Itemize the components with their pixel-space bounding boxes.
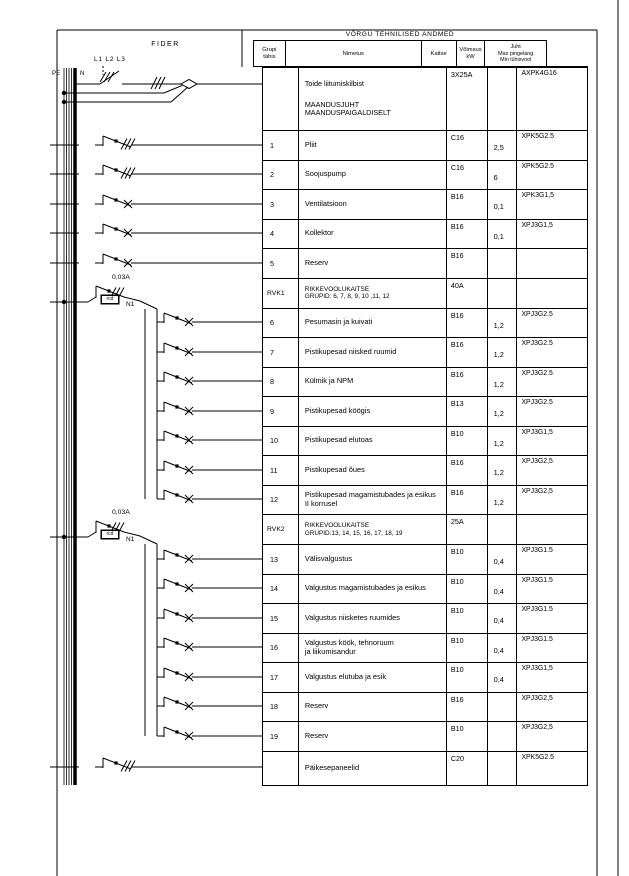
cell-voimsus: 0,4 <box>488 545 518 574</box>
cell-juht: XPJ3G2.5 <box>521 399 553 406</box>
cell-nimetus: Reserv <box>299 693 447 722</box>
cell-juht <box>517 249 587 278</box>
table-row-3 <box>263 190 587 220</box>
cell-nimetus: Valgustus elutuba ja esik <box>299 663 447 692</box>
cell-voimsus: 1,2 <box>488 368 518 397</box>
cell-voimsus: 2,5 <box>488 131 518 160</box>
cell-grupi <box>263 68 299 130</box>
cell-juht: XPJ3G1.5 <box>521 606 553 613</box>
cell-kaitse: 40A <box>447 279 488 308</box>
header-juht: Juht Max pingelang Min lühisvool <box>498 44 534 64</box>
circuit-table <box>262 67 588 786</box>
table-row-RVK2 <box>263 515 587 545</box>
cell-juht <box>517 279 587 308</box>
cell-juht: XPK5G2.5 <box>521 133 554 140</box>
cell-voimsus: 0,4 <box>488 575 518 604</box>
cell-kaitse: B10 <box>447 427 488 456</box>
cell-nimetus: Pliit <box>299 131 447 160</box>
header-voimsus: Võimsus kW <box>457 41 486 67</box>
cell-nimetus: Pistikupesad niisked ruumid <box>299 338 447 367</box>
cell-grupi: 10 <box>263 427 299 456</box>
cell-voimsus <box>488 515 518 544</box>
rcd-box-1: rcd <box>101 295 119 304</box>
cell-kaitse: B13 <box>447 397 488 426</box>
cell-grupi: 1 <box>263 131 299 160</box>
cell-kaitse: B16 <box>447 190 488 219</box>
cell-juht: XPJ3G2.5 <box>521 340 553 347</box>
cell-juht: XPJ3G1,5 <box>521 221 553 229</box>
cell-grupi: 13 <box>263 545 299 574</box>
cell-voimsus: 1,2 <box>488 397 518 426</box>
cell-kaitse: C20 <box>447 752 488 785</box>
cell-nimetus: Pistikupesad õues <box>299 456 447 485</box>
table-row-9 <box>263 397 587 427</box>
cell-grupi: 6 <box>263 309 299 338</box>
cell-juht: XPJ3G2,5 <box>521 724 553 731</box>
cell-grupi <box>263 752 299 785</box>
cell-voimsus <box>488 693 518 722</box>
table-row-6 <box>263 309 587 339</box>
table-row-10 <box>263 427 587 457</box>
n-bus-label: N <box>80 71 85 77</box>
table-row-1 <box>263 131 587 161</box>
cell-voimsus <box>488 722 518 751</box>
cell-grupi: 12 <box>263 486 299 515</box>
cell-grupi: 5 <box>263 249 299 278</box>
cell-juht: XPJ3G2,5 <box>521 694 553 702</box>
cell-kaitse: B16 <box>447 486 488 515</box>
cell-grupi: 3 <box>263 190 299 219</box>
cell-voimsus: 0,4 <box>488 634 518 663</box>
cell-voimsus: 1,2 <box>488 486 518 515</box>
cell-nimetus: Välisvalgustus <box>299 545 447 574</box>
cell-grupi: 4 <box>263 220 299 249</box>
cell-grupi: 11 <box>263 456 299 485</box>
cell-nimetus: Pistikupesad köögis <box>299 397 447 426</box>
cell-nimetus: Külmik ja NPM <box>299 368 447 397</box>
cell-juht <box>517 515 587 544</box>
cell-grupi: 15 <box>263 604 299 633</box>
cell-voimsus: 0,4 <box>488 663 518 692</box>
cell-juht: XPJ3G1.5 <box>521 576 553 584</box>
pe-bus-label: PE <box>52 71 61 77</box>
cell-juht: XPJ3G1,5 <box>521 665 553 672</box>
cell-kaitse: B10 <box>447 722 488 751</box>
cell-juht: XPJ3G1.5 <box>521 547 553 554</box>
cell-kaitse: B16 <box>447 309 488 338</box>
cell-voimsus: 1,2 <box>488 427 518 456</box>
cell-grupi: 17 <box>263 663 299 692</box>
cell-nimetus: Kollektor <box>299 220 447 249</box>
cell-grupi: 19 <box>263 722 299 751</box>
cell-nimetus: Päikesepaneelid <box>299 752 447 785</box>
cell-grupi: RVK1 <box>263 279 299 308</box>
table-row-13 <box>263 545 587 575</box>
cell-nimetus: RIKKEVOOLUKAITSE GRUPID:13, 14, 15, 16, 17, 18, 19 <box>299 515 447 544</box>
cell-juht: XPK5G2.5 <box>521 162 554 170</box>
cell-kaitse: B10 <box>447 545 488 574</box>
cell-juht: XPJ3G2,5 <box>521 458 553 465</box>
cell-nimetus: Valgustus magamistubades ja esikus <box>299 575 447 604</box>
table-row-12 <box>263 486 587 516</box>
cell-grupi: 2 <box>263 161 299 190</box>
table-row-15 <box>263 604 587 634</box>
cell-nimetus: Pistikupesad elutoas <box>299 427 447 456</box>
cell-kaitse: 3X25A <box>447 68 488 130</box>
cell-voimsus: 1,2 <box>488 309 518 338</box>
cell-kaitse: B16 <box>447 338 488 367</box>
table-title: VÕRGU TEHNILISED ANDMED <box>253 30 547 41</box>
cell-grupi: 16 <box>263 634 299 663</box>
rcd-trip-current-1: 0,03A <box>112 274 130 281</box>
cell-grupi: 7 <box>263 338 299 367</box>
rcd-neutral-label-1: N1 <box>126 301 135 308</box>
cell-nimetus: Valgustus köök, tehnoruum ja liikumisandur <box>299 634 447 663</box>
cell-kaitse: B16 <box>447 693 488 722</box>
table-row-18 <box>263 693 587 723</box>
table-header-row <box>253 41 547 67</box>
table-row-7 <box>263 338 587 368</box>
cell-nimetus: Pistikupesad magamistubades ja esikus II korrusel <box>299 486 447 515</box>
cell-kaitse: B16 <box>447 220 488 249</box>
cell-kaitse: B10 <box>447 634 488 663</box>
cell-juht: XPJ3G2.5 <box>521 369 553 377</box>
cell-juht: XPK3G1,5 <box>521 192 554 199</box>
cell-kaitse: B16 <box>447 249 488 278</box>
cell-nimetus: Ventilatsioon <box>299 190 447 219</box>
table-row-19 <box>263 722 587 752</box>
cell-nimetus: Pesumasin ja kuivati <box>299 309 447 338</box>
rcd-box-2: rcd <box>101 530 119 539</box>
cell-voimsus: 0,1 <box>488 190 518 219</box>
header-nimetus: Nimetus <box>286 41 422 67</box>
cell-nimetus: Reserv <box>299 249 447 278</box>
cell-nimetus: Toide liitumiskilbist MAANDUSJUHT MAANDUSPAIGALDISELT <box>299 68 447 130</box>
table-row-5 <box>263 249 587 279</box>
cell-kaitse: C16 <box>447 161 488 190</box>
cell-nimetus: RIKKEVOOLUKAITSE GRUPID: 6, 7, 8, 9, 10 ,11, 12 <box>299 279 447 308</box>
table-row-14 <box>263 575 587 605</box>
table-row-17 <box>263 663 587 693</box>
feeder-title: FIDER <box>151 41 180 48</box>
cell-juht: XPJ3G1.5 <box>521 635 553 643</box>
cell-juht: XPK5G2.5 <box>521 753 554 761</box>
cell-kaitse: B10 <box>447 575 488 604</box>
cell-voimsus <box>488 752 518 785</box>
phase-label: L1 L2 L3 <box>94 56 126 63</box>
cell-voimsus <box>488 249 518 278</box>
cell-nimetus: Soojuspump <box>299 161 447 190</box>
table-row-0 <box>263 68 587 131</box>
cell-kaitse: B16 <box>447 368 488 397</box>
cell-grupi: 14 <box>263 575 299 604</box>
table-row-2 <box>263 161 587 191</box>
cell-voimsus: 6 <box>488 161 518 190</box>
cell-voimsus <box>488 279 518 308</box>
rcd-neutral-label-2: N1 <box>126 536 135 543</box>
cell-voimsus: 1,2 <box>488 456 518 485</box>
header-kaitse: Kaitse <box>422 41 457 67</box>
table-row-RVK1 <box>263 279 587 309</box>
cell-grupi: 18 <box>263 693 299 722</box>
cell-juht: XPJ3G2,5 <box>521 487 553 495</box>
cell-voimsus: 0,1 <box>488 220 518 249</box>
cell-nimetus: Valgustus niisketes ruumides <box>299 604 447 633</box>
cell-nimetus: Reserv <box>299 722 447 751</box>
cell-juht: XPJ3G2.5 <box>521 310 553 318</box>
cell-kaitse: B10 <box>447 604 488 633</box>
cell-voimsus <box>488 68 518 130</box>
cell-kaitse: B16 <box>447 456 488 485</box>
table-row-22 <box>263 752 587 785</box>
cell-kaitse: 25A <box>447 515 488 544</box>
cell-voimsus: 1,2 <box>488 338 518 367</box>
cell-kaitse: B10 <box>447 663 488 692</box>
cell-juht: AXPK4G16 <box>521 70 557 77</box>
cell-juht: XPJ3G1,5 <box>521 428 553 436</box>
header-grupi: Grupi tähis <box>254 41 286 67</box>
table-row-16 <box>263 634 587 664</box>
cell-grupi: 9 <box>263 397 299 426</box>
rcd-trip-current-2: 0,03A <box>112 509 130 516</box>
table-row-11 <box>263 456 587 486</box>
cell-voimsus: 0,4 <box>488 604 518 633</box>
cell-grupi: RVK2 <box>263 515 299 544</box>
cell-grupi: 8 <box>263 368 299 397</box>
cell-kaitse: C16 <box>447 131 488 160</box>
table-row-4 <box>263 220 587 250</box>
table-row-8 <box>263 368 587 398</box>
